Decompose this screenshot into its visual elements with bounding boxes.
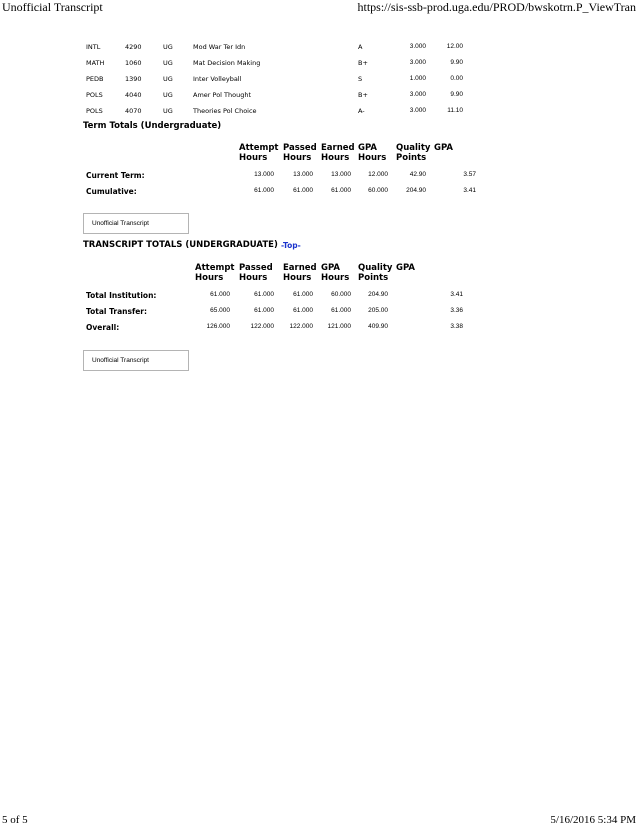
value-earned-hours: 61.000: [293, 291, 313, 298]
value-attempt-hours: 61.000: [254, 187, 274, 194]
course-subject: POLS: [86, 91, 103, 99]
course-title: Mat Decision Making: [193, 59, 261, 67]
course-points: 0.00: [450, 75, 463, 82]
value-gpa: 3.41: [463, 187, 476, 194]
value-gpa-hours: 60.000: [368, 187, 388, 194]
course-grade: A: [358, 43, 363, 51]
col-gpa-hours: GPA Hours: [321, 263, 350, 283]
col-attempt-hours: Attempt Hours: [239, 143, 279, 163]
course-subject: POLS: [86, 107, 103, 115]
course-title: Amer Pol Thought: [193, 91, 252, 99]
course-number: 1390: [125, 75, 142, 83]
course-credit: 1.000: [409, 75, 426, 82]
course-level: UG: [163, 107, 173, 115]
unofficial-transcript-label: Unofficial Transcript: [92, 357, 149, 364]
value-gpa-hours: 61.000: [331, 307, 351, 314]
course-number: 1060: [125, 59, 142, 67]
value-earned-hours: 61.000: [331, 187, 351, 194]
course-points: 12.00: [446, 43, 463, 50]
col-gpa: GPA: [434, 143, 454, 153]
value-quality-points: 204.90: [368, 291, 388, 298]
value-passed-hours: 61.000: [254, 307, 274, 314]
col-gpa-hours: GPA Hours: [358, 143, 387, 163]
row-label: Total Transfer:: [86, 307, 148, 316]
top-link[interactable]: -Top-: [281, 241, 301, 250]
print-footer-page: 5 of 5: [2, 814, 28, 826]
course-title: Theories Pol Choice: [193, 107, 257, 115]
course-subject: INTL: [86, 43, 101, 51]
course-points: 11.10: [447, 107, 463, 114]
value-gpa-hours: 60.000: [331, 291, 351, 298]
course-grade: S: [358, 75, 363, 83]
row-label: Current Term:: [86, 171, 145, 180]
course-subject: PEDB: [86, 75, 104, 83]
value-gpa: 3.36: [450, 307, 463, 314]
row-label: Total Institution:: [86, 291, 157, 300]
col-passed-hours: Passed Hours: [239, 263, 273, 283]
value-passed-hours: 61.000: [254, 291, 274, 298]
col-earned-hours: Earned Hours: [283, 263, 317, 283]
course-number: 4040: [125, 91, 142, 99]
col-earned-hours: Earned Hours: [321, 143, 355, 163]
print-header-title: Unofficial Transcript: [2, 0, 103, 14]
col-passed-hours: Passed Hours: [283, 143, 317, 163]
course-number: 4290: [125, 43, 142, 51]
value-gpa: 3.57: [463, 171, 476, 178]
course-number: 4070: [125, 107, 142, 115]
course-title: Inter Volleyball: [193, 75, 242, 83]
unofficial-transcript-label: Unofficial Transcript: [92, 220, 149, 227]
value-earned-hours: 122.000: [289, 323, 313, 330]
course-level: UG: [163, 59, 173, 67]
value-gpa-hours: 12.000: [368, 171, 388, 178]
col-quality-points: Quality Points: [396, 143, 431, 163]
value-gpa: 3.41: [450, 291, 463, 298]
value-attempt-hours: 65.000: [210, 307, 230, 314]
value-passed-hours: 13.000: [293, 171, 313, 178]
row-label: Overall:: [86, 323, 120, 332]
course-level: UG: [163, 43, 173, 51]
course-credit: 3.000: [409, 107, 426, 114]
value-attempt-hours: 61.000: [210, 291, 230, 298]
print-footer-datetime: 5/16/2016 5:34 PM: [550, 814, 636, 826]
transcript-totals-heading: TRANSCRIPT TOTALS (UNDERGRADUATE): [83, 240, 278, 250]
value-quality-points: 204.90: [406, 187, 426, 194]
course-grade: B+: [358, 59, 368, 67]
course-level: UG: [163, 75, 173, 83]
course-credit: 3.000: [409, 91, 426, 98]
value-earned-hours: 13.000: [331, 171, 351, 178]
unofficial-transcript-box: [83, 213, 189, 234]
col-quality-points: Quality Points: [358, 263, 393, 283]
course-subject: MATH: [86, 59, 105, 67]
col-gpa: GPA: [396, 263, 416, 273]
course-points: 9.90: [450, 91, 463, 98]
course-grade: A-: [358, 107, 365, 115]
value-passed-hours: 61.000: [293, 187, 313, 194]
unofficial-transcript-box: [83, 350, 189, 371]
value-quality-points: 205.00: [368, 307, 388, 314]
course-credit: 3.000: [409, 43, 426, 50]
term-totals-heading: Term Totals (Undergraduate): [83, 121, 222, 131]
course-points: 9.90: [450, 59, 463, 66]
course-title: Mod War Ter Idn: [193, 43, 246, 51]
course-credit: 3.000: [409, 59, 426, 66]
value-earned-hours: 61.000: [293, 307, 313, 314]
print-header-url: https://sis-ssb-prod.uga.edu/PROD/bwskotrn.P_ViewTran: [357, 0, 636, 14]
value-attempt-hours: 126.000: [206, 323, 230, 330]
value-attempt-hours: 13.000: [254, 171, 274, 178]
course-level: UG: [163, 91, 173, 99]
value-quality-points: 42.90: [409, 171, 426, 178]
value-gpa-hours: 121.000: [327, 323, 351, 330]
value-passed-hours: 122.000: [250, 323, 274, 330]
value-quality-points: 409.90: [368, 323, 388, 330]
col-attempt-hours: Attempt Hours: [195, 263, 235, 283]
row-label: Cumulative:: [86, 187, 137, 196]
value-gpa: 3.38: [450, 323, 463, 330]
course-grade: B+: [358, 91, 368, 99]
